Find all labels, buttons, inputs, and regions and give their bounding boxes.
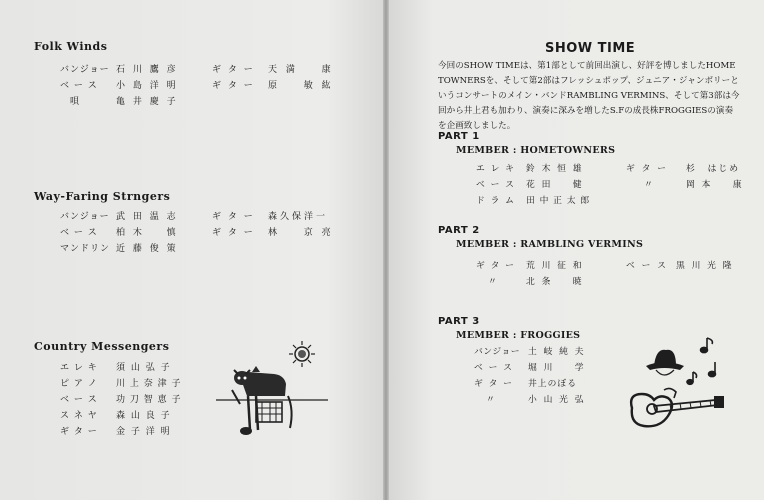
band-title-way-faring-strangers: Way-Faring Strngers xyxy=(34,190,171,203)
member-row: 〃 小 山 光 弘 xyxy=(486,395,586,405)
member-row: エ レ キ 須 山 弘 子 xyxy=(60,363,172,373)
member-row: ベ ー ス 花 田 健 〃 岡 本 康 xyxy=(476,180,744,190)
band-title-folk-winds: Folk Winds xyxy=(34,40,108,53)
band-member-list xyxy=(60,209,334,257)
part-3-member-line: MEMBER : FROGGIES xyxy=(456,330,581,341)
member-row: ギ タ ー 井上のぼる xyxy=(474,379,577,389)
part-2-member-list xyxy=(476,258,734,290)
part-2-heading: PART 2 xyxy=(438,225,480,236)
member-row: ピ ア ノ 川 上 奈 津 子 xyxy=(60,379,182,389)
member-row: ベ ー ス 小 島 洋 明 ギ タ ー 原 敏 紘 xyxy=(60,81,334,91)
member-row: ス ネ ヤ 森 山 良 子 xyxy=(60,411,172,421)
member-row: バンジョー 武 田 温 志 ギ タ ー 森久保洋一 xyxy=(60,212,329,222)
part-1-member-line: MEMBER : HOMETOWNERS xyxy=(456,145,616,156)
member-row: バンジョー 土 岐 純 夫 xyxy=(474,347,586,357)
member-row: 唄 亀 井 慶 子 xyxy=(70,97,179,107)
part-3-member-list xyxy=(474,344,628,408)
member-row: ベ ー ス 堀 川 学 xyxy=(474,363,586,373)
part-1-heading: PART 1 xyxy=(438,131,480,142)
member-row: ギ タ ー 金 子 洋 明 xyxy=(60,427,172,437)
intro-paragraph: 今回のSHOW TIMEは、第1部として前回出演し、好評を博しましたHOME TOWNERSを、そして第2部はフレッシュポップ、ジュニア・ジャンボリーと いうコンサートのメイン・バンドRAMBLING VERMINS、そして第3部は今 回から井上君も加わり、演奏に深みを増したS.Fの成長株FROGGIESの演奏 を企画致しました。 xyxy=(438,61,740,131)
part-1-member-list xyxy=(476,161,744,209)
page-title: SHOW TIME xyxy=(545,41,636,56)
cowboy-guitar-with-notes-icon xyxy=(624,336,730,436)
member-row: ド ラ ム 田 中 正 太 郎 xyxy=(476,196,591,206)
band-title-country-messengers: Country Messengers xyxy=(34,340,170,353)
member-row: 〃 北 条 暁 xyxy=(488,277,584,287)
cow-drummer-with-sun-icon xyxy=(212,338,332,440)
band-member-list xyxy=(60,62,334,110)
member-row: エ レ キ 鈴 木 恒 雄 ギ タ ー 杉 はじめ xyxy=(476,164,740,174)
band-member-list xyxy=(60,360,212,440)
member-row: ベ ー ス 功 刀 智 恵 子 xyxy=(60,395,182,405)
member-row: ベ ー ス 柏 木 慎 ギ タ ー 林 京 亮 xyxy=(60,228,334,238)
member-row: ギ タ ー 荒 川 征 和 ベ ー ス 黒 川 光 隆 xyxy=(476,261,734,271)
part-3-heading: PART 3 xyxy=(438,316,480,327)
member-row: バンジョー 石 川 鷹 彦 ギ タ ー 天 満 康 xyxy=(60,65,334,75)
page-fold xyxy=(383,0,389,500)
member-row: マンドリン 近 藤 俊 策 xyxy=(60,244,179,254)
part-2-member-line: MEMBER : RAMBLING VERMINS xyxy=(456,239,644,250)
